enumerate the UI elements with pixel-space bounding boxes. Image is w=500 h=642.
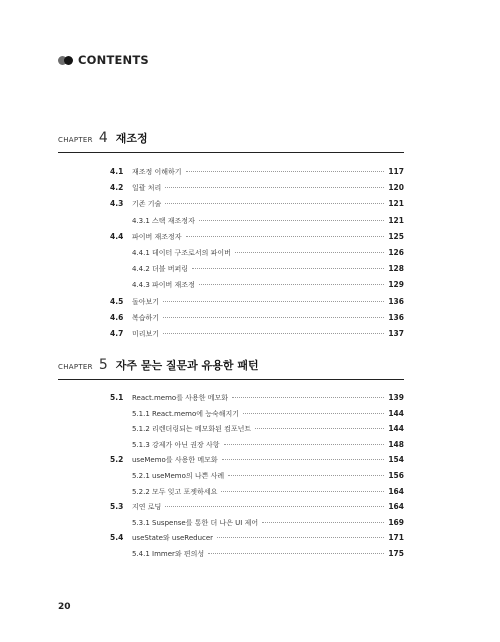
- section-title: 일괄 처리: [132, 184, 162, 193]
- section-title: 재조정 이해하기: [132, 168, 182, 176]
- section-title: 5.1.2 리렌더링되는 메모화된 컴포넌트: [132, 425, 252, 434]
- dotted-leader: [232, 397, 384, 398]
- contents-label: CONTENTS: [78, 53, 149, 67]
- section-title: 5.1.3 강제가 아닌 권장 사항: [132, 440, 220, 449]
- dotted-leader: [165, 506, 384, 507]
- toc-entry: [110, 263, 404, 275]
- toc-entry: [110, 423, 404, 435]
- section-number: 5.2: [110, 455, 124, 465]
- chapter-number: 4: [98, 130, 108, 146]
- section-number: 4.5: [110, 296, 124, 306]
- section-page-number: 120: [388, 183, 404, 193]
- section-page-number: 175: [388, 549, 404, 558]
- chapter-word: CHAPTER: [58, 136, 93, 144]
- toc-entry: [110, 296, 404, 308]
- dotted-leader: [255, 428, 384, 429]
- section-title: React.memo를 사용한 메모화: [132, 394, 228, 402]
- section-title: 5.2.1 useMemo의 나쁜 사례: [132, 472, 225, 480]
- toc-entry: [110, 517, 404, 529]
- dotted-leader: [222, 459, 385, 460]
- toc-entry: [110, 392, 404, 404]
- section-title: 파이버 재조정자: [132, 232, 182, 241]
- section-number: 4.3: [110, 199, 124, 209]
- dotted-leader: [163, 317, 384, 318]
- dotted-leader: [163, 301, 384, 302]
- section-number: 5.4: [110, 533, 124, 543]
- dotted-leader: [208, 553, 384, 554]
- section-page-number: 144: [388, 424, 404, 434]
- contents-header: [58, 53, 149, 67]
- toc-entry: [110, 408, 404, 420]
- toc-entry: [110, 328, 404, 340]
- chapter-title: 재조정: [115, 132, 148, 145]
- dotted-leader: [221, 491, 384, 492]
- section-number: 5.1: [110, 393, 124, 402]
- toc-entry: [110, 166, 404, 178]
- chapter-number: 5: [98, 357, 108, 373]
- toc-entry: [110, 532, 404, 544]
- section-title: 5.1.1 React.memo에 능숙해지기: [132, 409, 240, 418]
- section-title: 4.3.1 스택 재조정자: [132, 216, 195, 225]
- section-title: 5.3.1 Suspense를 통한 더 나은 UI 제어: [132, 518, 259, 527]
- section-page-number: 126: [388, 248, 404, 257]
- section-page-number: 137: [388, 329, 404, 338]
- dotted-leader: [224, 444, 385, 445]
- section-page-number: 121: [388, 215, 404, 225]
- dotted-leader: [192, 268, 384, 269]
- section-page-number: 154: [388, 455, 404, 465]
- section-number: 4.1: [110, 167, 124, 176]
- toc-entry: [110, 279, 404, 291]
- dotted-leader: [165, 203, 384, 204]
- dotted-leader: [199, 284, 385, 285]
- dotted-leader: [199, 220, 385, 221]
- section-page-number: 121: [388, 199, 404, 209]
- section-title: 5.2.2 모두 잊고 포젯하세요: [132, 487, 218, 496]
- toc-entry: [110, 182, 404, 194]
- toc-entry: [110, 486, 404, 498]
- page-number: 20: [58, 602, 71, 612]
- dotted-leader: [228, 475, 384, 476]
- bullet-dots-icon: [58, 56, 74, 65]
- section-page-number: 164: [388, 502, 404, 512]
- section-page-number: 148: [388, 439, 404, 449]
- toc-entry: [110, 501, 404, 513]
- toc-entry: [110, 454, 404, 466]
- chapter-4-heading: [58, 130, 404, 153]
- section-page-number: 164: [388, 486, 404, 496]
- toc-entry: [110, 312, 404, 324]
- toc-entry: [110, 198, 404, 210]
- section-title: 4.4.1 데이터 구조로서의 파이버: [132, 249, 231, 257]
- section-page-number: 128: [388, 264, 404, 274]
- section-title: useMemo를 사용한 메모화: [132, 456, 218, 465]
- section-title: useState와 useReducer: [132, 534, 214, 543]
- toc-entry: [110, 548, 404, 560]
- chapter-5-heading: [58, 357, 404, 380]
- section-page-number: 117: [388, 167, 404, 176]
- section-number: 4.6: [110, 312, 124, 322]
- section-page-number: 169: [388, 517, 404, 527]
- dotted-leader: [217, 537, 384, 538]
- toc-entry: [110, 439, 404, 451]
- section-title: 기존 기술: [132, 200, 162, 209]
- chapter-title: 자주 묻는 질문과 유용한 패턴: [115, 359, 259, 372]
- section-title: 5.4.1 Immer와 편의성: [132, 550, 205, 558]
- section-title: 미리보기: [132, 330, 160, 338]
- section-number: 4.2: [110, 183, 124, 193]
- chapter-word: CHAPTER: [58, 363, 93, 371]
- toc-entry: [110, 247, 404, 259]
- section-page-number: 136: [388, 296, 404, 306]
- section-number: 5.3: [110, 502, 124, 512]
- section-title: 복습하기: [132, 313, 160, 322]
- dotted-leader: [243, 413, 384, 414]
- dotted-leader: [262, 522, 384, 523]
- toc-entry: [110, 231, 404, 243]
- section-title: 4.4.3 파이버 재조정: [132, 281, 195, 290]
- dotted-leader: [186, 236, 385, 237]
- section-page-number: 125: [388, 231, 404, 241]
- section-title: 지연 로딩: [132, 503, 162, 512]
- section-title: 4.4.2 더블 버퍼링: [132, 265, 189, 274]
- section-page-number: 144: [388, 408, 404, 418]
- toc-entry: [110, 215, 404, 227]
- section-page-number: 139: [388, 393, 404, 402]
- section-page-number: 171: [388, 533, 404, 543]
- dotted-leader: [186, 171, 385, 172]
- section-title: 돌아보기: [132, 297, 160, 306]
- dotted-leader: [235, 252, 384, 253]
- dotted-leader: [165, 187, 384, 188]
- dotted-leader: [163, 333, 384, 334]
- section-page-number: 136: [388, 312, 404, 322]
- section-page-number: 156: [388, 471, 404, 480]
- section-page-number: 129: [388, 280, 404, 290]
- section-number: 4.7: [110, 329, 124, 338]
- section-number: 4.4: [110, 231, 124, 241]
- toc-entry: [110, 470, 404, 482]
